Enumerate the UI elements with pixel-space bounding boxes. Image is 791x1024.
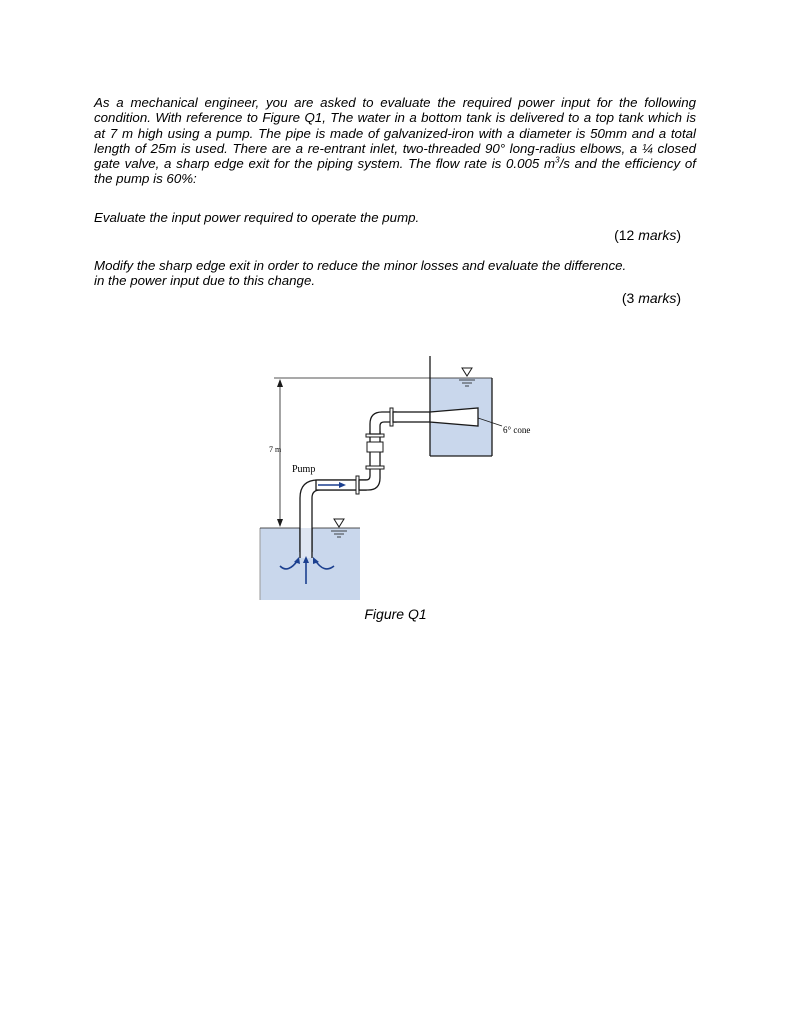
part-b-question: [94, 258, 696, 289]
part-a-marks: [614, 227, 681, 243]
part-a-marks-number: (12: [614, 227, 639, 243]
flange-2: [366, 466, 384, 469]
upper-horizontal-pipe: [393, 412, 430, 422]
cone-label: 6° cone: [503, 425, 531, 435]
height-label: 7 m: [269, 445, 282, 454]
part-a-marks-close: ): [676, 227, 681, 243]
dimension-arrow-top: [277, 379, 283, 387]
pump-label: Pump: [292, 464, 316, 475]
suction-pipe-inlet: [300, 528, 312, 558]
part-b-marks-number: (3: [621, 290, 639, 306]
intro-text-end: /s and the efficiency of the pump is 60%:: [94, 156, 696, 187]
question-intro: [94, 95, 696, 187]
gate-valve: [367, 442, 383, 452]
part-b-marks-close: ): [676, 290, 681, 306]
figure-caption: Figure Q1: [364, 606, 427, 622]
flow-unit-superscript: 3: [555, 155, 560, 165]
elbow-1: [359, 432, 380, 490]
part-b-marks: [622, 290, 681, 306]
part-b-line-2: in the power input due to this change.: [94, 273, 316, 289]
intro-text: As a mechanical engineer, you are asked to evaluate the required power input for the following condition. With reference to Figure Q1, The water in a bottom tank is delivered to a top tank which is at 7 m high using a pump. The pipe is made of galvanized-iron with a diameter is 50mm and a total length of 25m is used. There are a re-entrant inlet, two-threaded 90° long-radius elbows, a ¼ closed gate valve, a sharp edge exit for the piping system. The flow rate is 0.005 m: [94, 95, 696, 172]
part-b-line-1: Modify the sharp edge exit in order to reduce the minor losses and evaluate the difference.: [94, 258, 627, 273]
part-a-marks-word: marks: [638, 227, 677, 243]
dimension-arrow-bottom: [277, 519, 283, 527]
part-a-question: Evaluate the input power required to operate the pump.: [94, 210, 420, 225]
figure-q1-diagram: [250, 352, 550, 604]
part-b-marks-word: marks: [638, 290, 677, 306]
